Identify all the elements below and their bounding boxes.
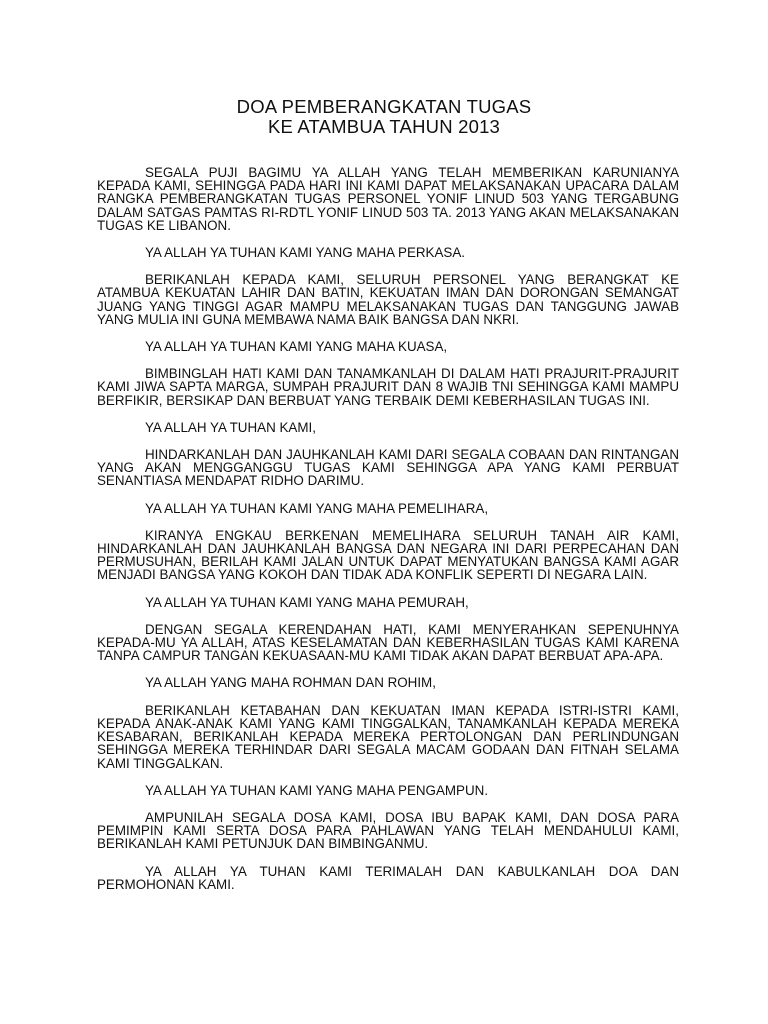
paragraph-nation: KIRANYA ENGKAU BERKENAN MEMELIHARA SELURUH TANAH AIR KAMI, HINDARKANLAH DAN JAUHKANLAH BANGSA DAN NEGARA INI DARI PERPECAHAN DAN PERMUSUHAN, BERILAH KAMI JALAN UNTUK DAPAT MENYATUKAN BANGSA KAMI AGAR MENJADI BANGSA YANG KOKOH DAN TIDAK ADA KONFLIK SEPERTI DI NEGARA LAIN. <box>97 527 679 583</box>
document-title <box>0 97 768 137</box>
title-line-2: KE ATAMBUA TAHUN 2013 <box>267 116 501 137</box>
invocation-maha-pemelihara: YA ALLAH YA TUHAN KAMI YANG MAHA PEMELIHARA, <box>145 500 489 516</box>
invocation-maha-perkasa: YA ALLAH YA TUHAN KAMI YANG MAHA PERKASA. <box>145 245 466 261</box>
paragraph-families: BERIKANLAH KETABAHAN DAN KEKUATAN IMAN KEPADA ISTRI-ISTRI KAMI, KEPADA ANAK-ANAK KAMI YANG KAMI TINGGALKAN, TANAMKANLAH KEPADA MEREKA KESABARAN, BERIKANLAH KEPADA MEREKA PERTOLONGAN DAN PERLINDUNGAN SEHINGGA MEREKA TERHINDAR DARI SEGALA MACAM GODAAN DAN FITNAH SELAMA KAMI TINGGALKAN. <box>97 702 679 771</box>
paragraph-forgiveness: AMPUNILAH SEGALA DOSA KAMI, DOSA IBU BAPAK KAMI, DAN DOSA PARA PEMIMPIN KAMI SERTA DOSA PARA PAHLAWAN YANG TELAH MENDAHULUI KAMI, BERIKANLAH KAMI PETUNJUK DAN BIMBINGANMU. <box>97 809 679 852</box>
document-body <box>97 166 679 891</box>
invocation-maha-pemurah: YA ALLAH YA TUHAN KAMI YANG MAHA PEMURAH, <box>145 594 469 610</box>
title-line-1: DOA PEMBERANGKATAN TUGAS <box>236 96 532 117</box>
invocation-maha-kuasa: YA ALLAH YA TUHAN KAMI YANG MAHA KUASA, <box>145 339 448 355</box>
paragraph-opening-praise: SEGALA PUJI BAGIMU YA ALLAH YANG TELAH MEMBERIKAN KARUNIANYA KEPADA KAMI, SEHINGGA PADA HARI INI KAMI DAPAT MELAKSANAKAN UPACARA DALAM RANGKA PEMBERANGKATAN TUGAS PERSONEL YONIF LINUD 503 YANG TERGABUNG DALAM SATGAS PAMTAS RI-RDTL YONIF LINUD 503 TA. 2013 YANG AKAN MELAKSANAKAN TUGAS KE LIBANON. <box>97 165 679 233</box>
paragraph-protection: HINDARKANLAH DAN JAUHKANLAH KAMI DARI SEGALA COBAAN DAN RINTANGAN YANG AKAN MENGGANGGU TUGAS KAMI SEHINGGA APA YANG KAMI PERBUAT SENANTIASA MENDAPAT RIDHO DARIMU. <box>97 447 679 489</box>
paragraph-surrender: DENGAN SEGALA KERENDAHAN HATI, KAMI MENYERAHKAN SEPENUHNYA KEPADA-MU YA ALLAH, ATAS KESELAMATAN DAN KEBERHASILAN TUGAS KAMI KARENA TANPA CAMPUR TANGAN KEKUASAAN-MU KAMI TIDAK AKAN DAPAT BERBUAT APA-APA. <box>97 621 679 664</box>
invocation-maha-pengampun: YA ALLAH YA TUHAN KAMI YANG MAHA PENGAMPUN. <box>145 782 489 798</box>
paragraph-closing: YA ALLAH YA TUHAN KAMI TERIMALAH DAN KABULKANLAH DOA DAN PERMOHONAN KAMI. <box>97 863 679 892</box>
paragraph-strength-request: BERIKANLAH KEPADA KAMI, SELURUH PERSONEL YANG BERANGKAT KE ATAMBUA KEKUATAN LAHIR DAN BATIN, KEKUATAN IMAN DAN DORONGAN SEMANGAT JUANG YANG TINGGI AGAR MAMPU MELAKSANAKAN TUGAS DAN TANGGUNG JAWAB YANG MULIA INI GUNA MEMBAWA NAMA BAIK BANGSA DAN NKRI. <box>97 272 679 327</box>
paragraph-guidance: BIMBINGLAH HATI KAMI DAN TANAMKANLAH DI DALAM HATI PRAJURIT-PRAJURIT KAMI JIWA SAPTA MARGA, SUMPAH PRAJURIT DAN 8 WAJIB TNI SEHINGGA KAMI MAMPU BERFIKIR, BERSIKAP DAN BERBUAT YANG TERBAIK DEMI KEBERHASILAN TUGAS INI. <box>97 366 679 408</box>
invocation-rohman-rohim: YA ALLAH YANG MAHA ROHMAN DAN ROHIM, <box>145 675 436 691</box>
invocation-tuhan-kami: YA ALLAH YA TUHAN KAMI, <box>145 419 316 435</box>
